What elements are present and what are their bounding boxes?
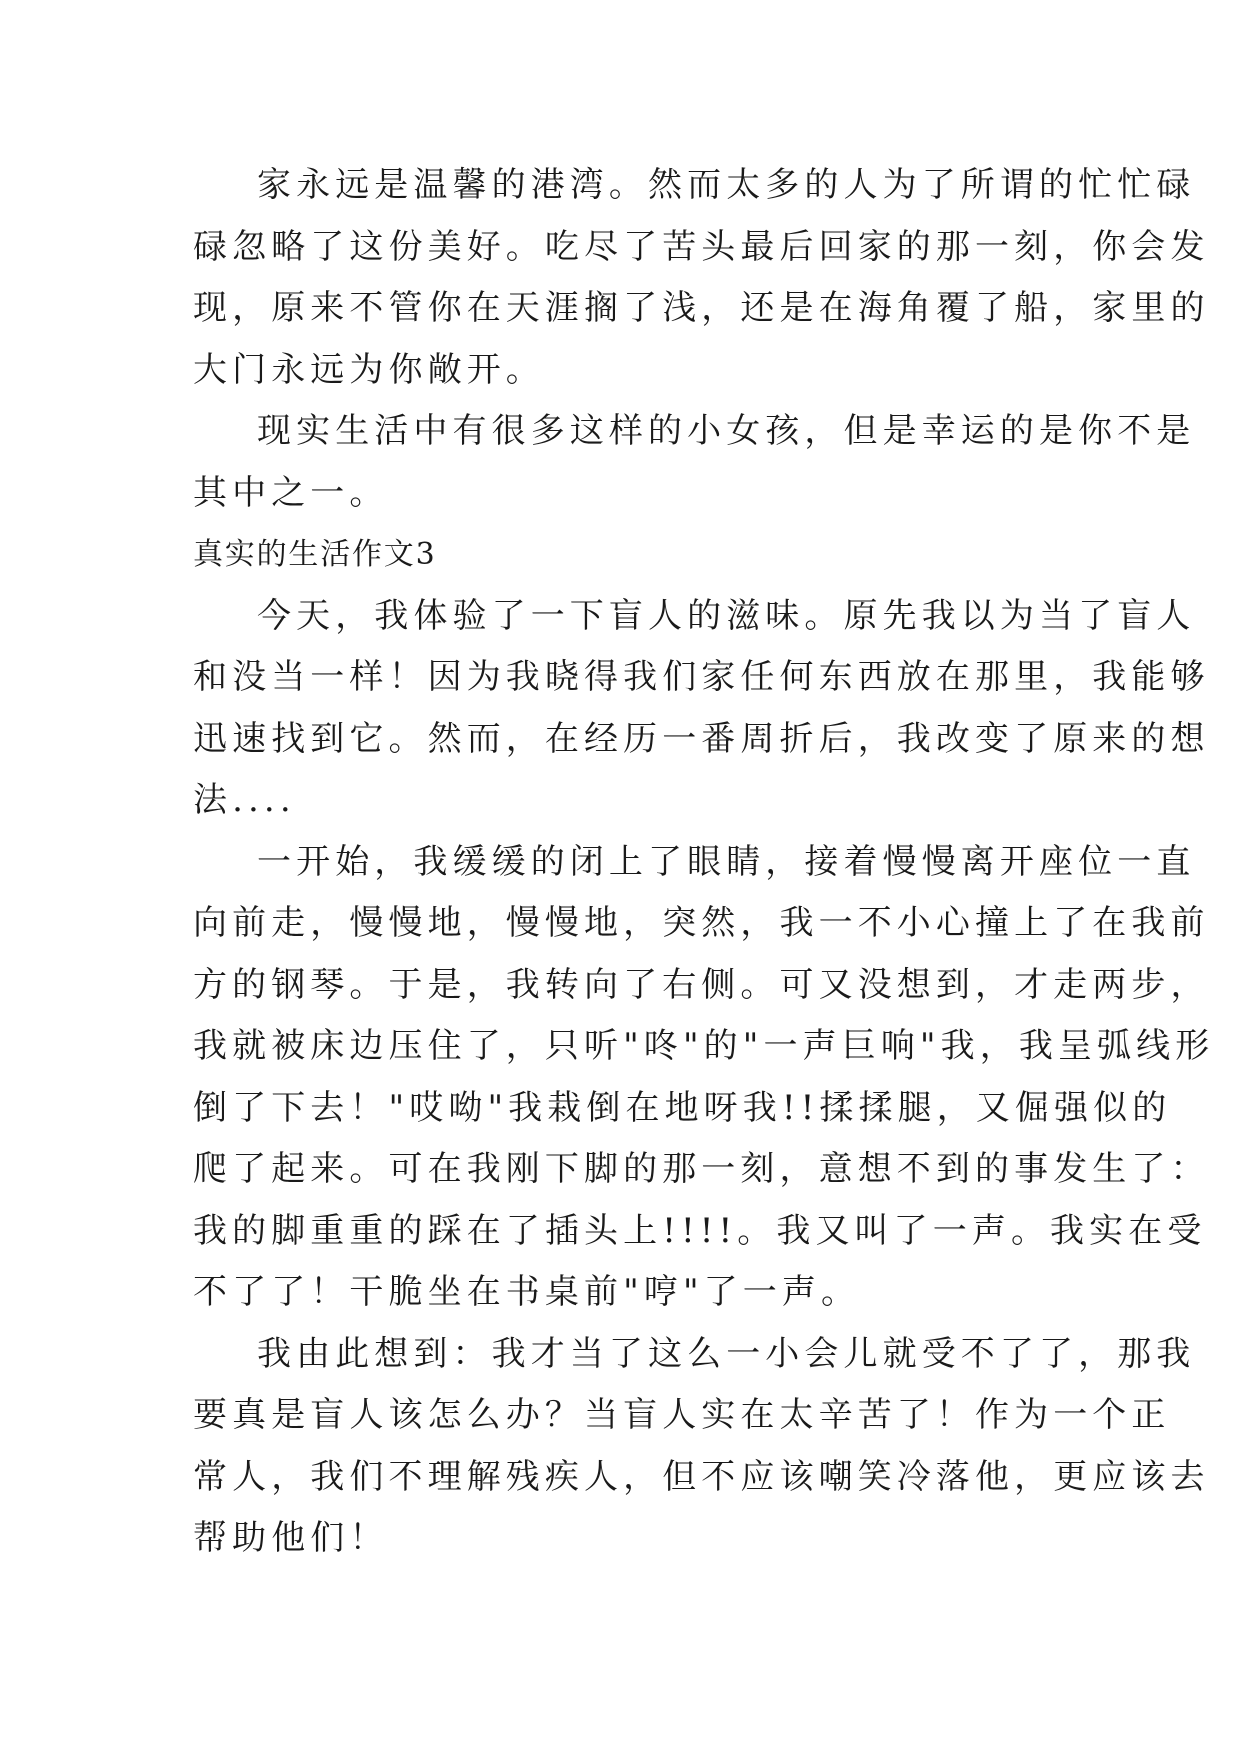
paragraph-2-line-2: 其中之一。 bbox=[193, 472, 389, 513]
paragraph-5-line-4: 帮助他们！ bbox=[193, 1518, 389, 1558]
paragraph-1-line-3: 现，原来不管你在天涯搁了浅，还是在海角覆了船，家里的 bbox=[193, 288, 1210, 328]
paragraph-4-line-1: 一开始，我缓缓的闭上了眼睛，接着慢慢离开座位一直 bbox=[257, 841, 1196, 882]
document-body bbox=[193, 155, 1215, 1570]
paragraph-3-line-3: 迅速找到它。然而，在经历一番周折后，我改变了原来的想 bbox=[193, 718, 1210, 759]
paragraph-4-line-4: 我就被床边压住了，只听"咚"的"一声巨响"我，我呈弧线形 bbox=[193, 1026, 1215, 1066]
paragraph-5-line-3: 常人，我们不理解残疾人，但不应该嘲笑冷落他，更应该去 bbox=[193, 1456, 1210, 1497]
paragraph-5-line-1: 我由此想到：我才当了这么一小会儿就受不了了，那我 bbox=[257, 1333, 1196, 1374]
section-heading: 真实的生活作文3 bbox=[193, 537, 437, 572]
paragraph-1-line-1: 家永远是温馨的港湾。然而太多的人为了所谓的忙忙碌 bbox=[257, 165, 1196, 205]
paragraph-3-line-4: 法.... bbox=[193, 780, 296, 820]
paragraph-3-line-1: 今天，我体验了一下盲人的滋味。原先我以为当了盲人 bbox=[257, 595, 1196, 636]
paragraph-4-line-3: 方的钢琴。于是，我转向了右侧。可又没想到，才走两步， bbox=[193, 964, 1210, 1005]
paragraph-4-line-8: 不了了！干脆坐在书桌前"哼"了一声。 bbox=[193, 1272, 861, 1312]
paragraph-1-line-4: 大门永远为你敞开。 bbox=[193, 349, 545, 390]
paragraph-4-line-2: 向前走，慢慢地，慢慢地，突然，我一不小心撞上了在我前 bbox=[193, 903, 1210, 943]
paragraph-1-line-2: 碌忽略了这份美好。吃尽了苦头最后回家的那一刻，你会发 bbox=[193, 226, 1210, 267]
paragraph-4-line-7: 我的脚重重的踩在了插头上!!!!。我又叫了一声。我实在受 bbox=[193, 1210, 1207, 1251]
paragraph-3-line-2: 和没当一样！因为我晓得我们家任何东西放在那里，我能够 bbox=[193, 657, 1210, 697]
paragraph-5-line-2: 要真是盲人该怎么办？当盲人实在太辛苦了！作为一个正 bbox=[193, 1395, 1171, 1435]
paragraph-2-line-1: 现实生活中有很多这样的小女孩，但是幸运的是你不是 bbox=[257, 411, 1196, 451]
paragraph-4-line-6: 爬了起来。可在我刚下脚的那一刻，意想不到的事发生了： bbox=[193, 1149, 1210, 1189]
paragraph-4-line-5: 倒了下去！"哎呦"我栽倒在地呀我!!揉揉腿，又倔强似的 bbox=[193, 1087, 1172, 1128]
